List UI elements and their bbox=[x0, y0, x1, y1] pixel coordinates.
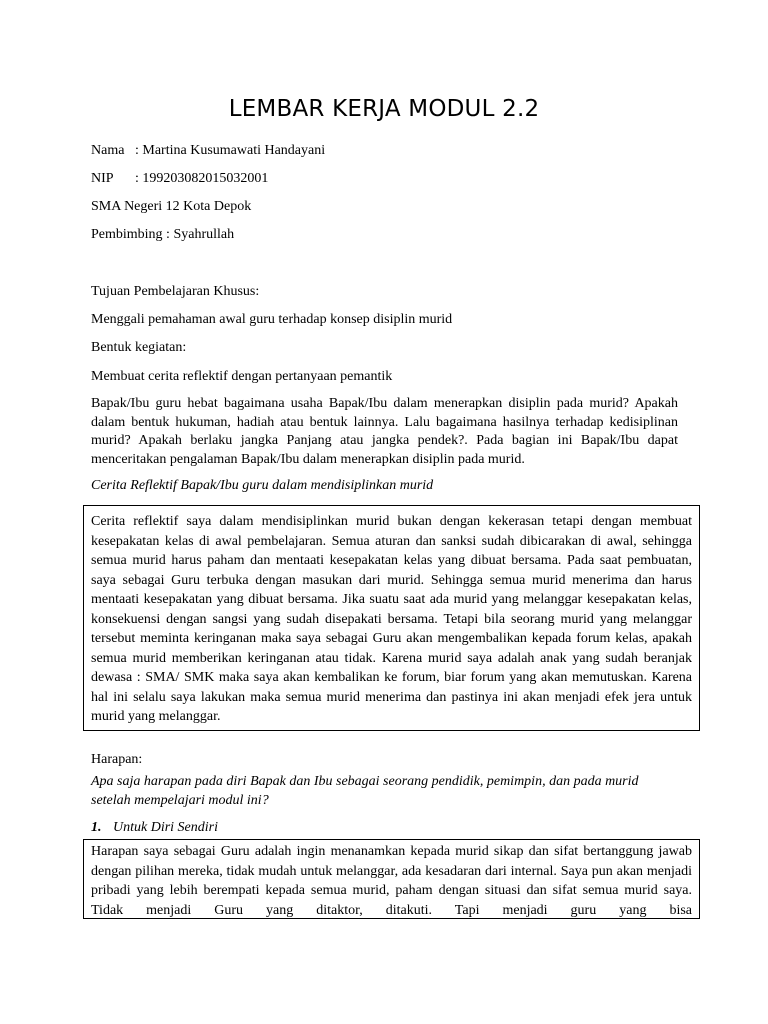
section-number: 1. bbox=[91, 820, 102, 835]
objective-label: Tujuan Pembelajaran Khusus: bbox=[91, 284, 260, 299]
activity-text: Membuat cerita reflektif dengan pertanyaan pemantik bbox=[91, 369, 393, 384]
name-label: Nama bbox=[91, 143, 125, 158]
document-title: LEMBAR KERJA MODUL 2.2 bbox=[228, 96, 540, 122]
intro-paragraph: Bapak/Ibu guru hebat bagaimana usaha Bapak/Ibu dalam menerapkan disiplin pada murid? Apakah dalam bentuk hukuman, hadiah atau bentuk lainnya. Lalu bagaimana hasilnya terhadap kedisiplinan murid? Apakah berlaku jangka Panjang atau jangka pendek?. Pada bagian ini Bapak/Ibu dapat menceritakan pengalaman Bapak/Ibu dalam menerapkan disiplin pada murid. bbox=[91, 396, 678, 467]
section-heading-self bbox=[91, 820, 218, 836]
supervisor-row: Pembimbing : Syahrullah bbox=[91, 227, 235, 242]
name-row bbox=[91, 143, 691, 159]
harapan-label: Harapan: bbox=[91, 752, 143, 767]
activity-label: Bentuk kegiatan: bbox=[91, 340, 187, 355]
nip-value: : 199203082015032001 bbox=[135, 171, 269, 186]
nip-row bbox=[91, 171, 691, 187]
self-expectation-box bbox=[83, 839, 700, 919]
school-name: SMA Negeri 12 Kota Depok bbox=[91, 199, 252, 214]
harapan-question: Apa saja harapan pada diri Bapak dan Ibu sebagai seorang pendidik, pemimpin, dan pada murid setelah mempelajari modul ini? bbox=[91, 774, 639, 808]
nip-label: NIP bbox=[91, 171, 114, 186]
story-box bbox=[83, 505, 700, 731]
story-heading: Cerita Reflektif Bapak/Ibu guru dalam mendisiplinkan murid bbox=[91, 478, 434, 493]
story-text: Cerita reflektif saya dalam mendisiplinkan murid bukan dengan kekerasan tetapi dengan membuat kesepakatan kelas di awal pembelajaran. Semua aturan dan sanksi sudah dibicarakan di awal, sehingga semua murid harus paham dan mentaati kesepakatan kelas yang dibuat bersama. Pada saat pembuatan, saya sebagai Guru terbuka dengan masukan dari murid. Sehingga semua murid menerima dan harus mentaati kesepakatan yang dibuat bersama. Jika suatu saat ada murid yang melanggar kesepakatan kelas, konsekuensi dengan sangsi yang sudah disepakati bersama. Tetapi bila seorang murid yang melanggar tersebut meminta keringanan maka saya sebagai Guru akan mengembalikan kepada forum kelas, apakah semua murid memberikan keringanan atau tidak. Karena murid saya adalah anak yang sudah beranjak dewasa : SMA/ SMK maka saya akan kembalikan ke forum, biar forum yang akan memutuskan. Karena hal ini selalu saya lakukan maka semua murid menerima dan pastinya ini akan menjadi efek jera untuk murid yang melanggar. bbox=[91, 514, 692, 724]
name-value: : Martina Kusumawati Handayani bbox=[135, 143, 326, 158]
objective-text: Menggali pemahaman awal guru terhadap konsep disiplin murid bbox=[91, 312, 453, 327]
self-expectation-text: Harapan saya sebagai Guru adalah ingin menanamkan kepada murid sikap dan sifat bertanggung jawab dengan pilihan mereka, tidak mudah untuk melanggar, ada kesadaran dari internal. Saya pun akan menjadi pribadi yang lebih berempati kepada semua murid, paham dengan situasi dan sifat semua murid saya. Tidak menjadi Guru yang ditaktor, ditakuti. Tapi menjadi guru yang bisa bbox=[91, 844, 692, 918]
section-title: Untuk Diri Sendiri bbox=[113, 820, 218, 835]
